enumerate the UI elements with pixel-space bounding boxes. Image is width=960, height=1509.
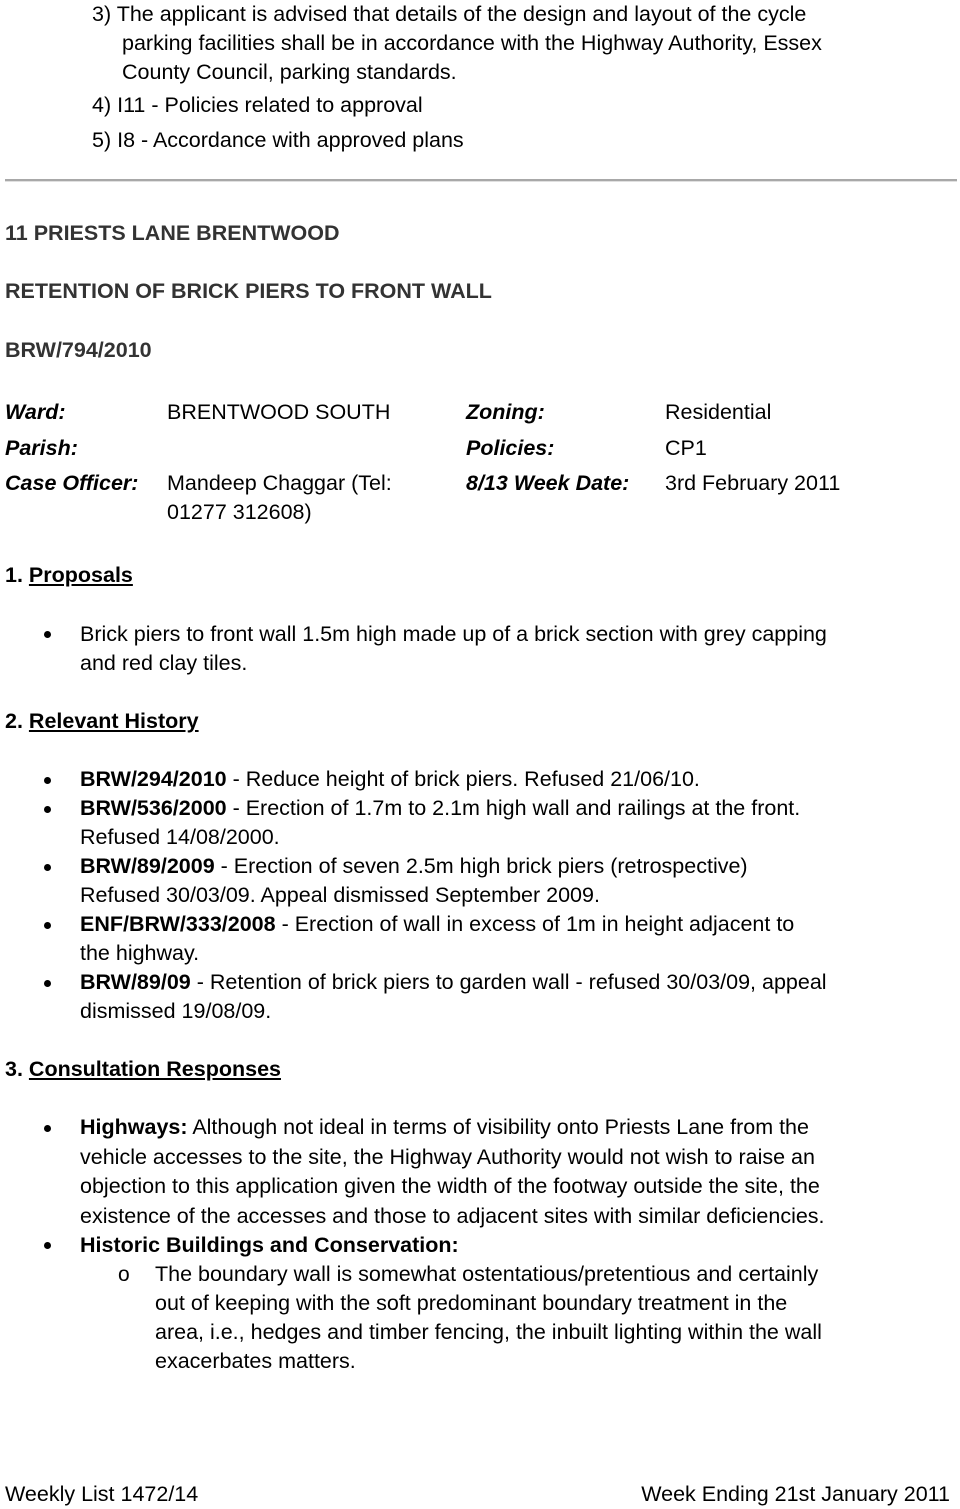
week-date-value: 3rd February 2011: [665, 471, 841, 495]
condition-5: 5) I8 - Accordance with approved plans: [92, 128, 464, 152]
history-item-ref: BRW/536/2000: [80, 796, 227, 820]
bullet-icon: [44, 1242, 51, 1249]
history-item: [80, 910, 794, 939]
highways-label: Highways:: [80, 1115, 188, 1139]
bullet-icon: [44, 922, 51, 929]
history-item-continued: the highway.: [80, 941, 200, 965]
history-item-text: - Erection of seven 2.5m high brick piers (retrospective): [214, 854, 748, 878]
history-item: [80, 794, 800, 823]
condition-3-line-3: County Council, parking standards.: [122, 60, 457, 84]
bullet-icon: [44, 1125, 51, 1132]
consultation-heading: [5, 1055, 281, 1084]
history-item-continued: dismissed 19/08/09.: [80, 999, 272, 1023]
bullet-icon: [44, 631, 51, 638]
consultation-number: 3.: [5, 1057, 23, 1081]
section-divider: [5, 179, 957, 182]
application-description: RETENTION OF BRICK PIERS TO FRONT WALL: [5, 279, 492, 303]
proposal-item-line-1: Brick piers to front wall 1.5m high made up of a brick section with grey capping: [80, 622, 827, 646]
highways-response-line-2: vehicle accesses to the site, the Highway Authority would not wish to raise an: [80, 1145, 815, 1169]
history-item-continued: Refused 30/03/09. Appeal dismissed September 2009.: [80, 883, 600, 907]
policies-label: Policies:: [466, 436, 555, 460]
policies-value: CP1: [665, 436, 707, 460]
bullet-icon: [44, 980, 51, 987]
sub-bullet-icon: o: [118, 1263, 130, 1286]
case-officer-label: Case Officer:: [5, 471, 139, 495]
historic-buildings-label: Historic Buildings and Conservation:: [80, 1233, 459, 1257]
parish-label: Parish:: [5, 436, 78, 460]
ward-label: Ward:: [5, 400, 66, 424]
footer-weekly-list: Weekly List 1472/14: [5, 1482, 199, 1506]
consultation-title: Consultation Responses: [28, 1057, 281, 1081]
history-number: 2.: [5, 709, 23, 733]
proposals-heading: [5, 561, 133, 590]
historic-response-line-2: out of keeping with the soft predominant boundary treatment in the: [155, 1291, 788, 1315]
week-date-label: 8/13 Week Date:: [466, 471, 630, 495]
highways-response-line-3: objection to this application given the width of the footway outside the site, the: [80, 1174, 820, 1198]
history-item-text: - Retention of brick piers to garden wall - refused 30/03/09, appeal: [190, 970, 827, 994]
historic-response-line-3: area, i.e., hedges and timber fencing, the inbuilt lighting within the wall: [155, 1320, 822, 1344]
history-item-text: - Erection of 1.7m to 2.1m high wall and railings at the front.: [226, 796, 801, 820]
proposals-title: Proposals: [28, 563, 133, 587]
history-item-text: - Erection of wall in excess of 1m in height adjacent to: [275, 912, 795, 936]
proposals-number: 1.: [5, 563, 23, 587]
zoning-label: Zoning:: [466, 400, 545, 424]
history-item-ref: BRW/294/2010: [80, 767, 227, 791]
application-address: 11 PRIESTS LANE BRENTWOOD: [5, 221, 340, 245]
history-heading: [5, 707, 199, 736]
condition-4: 4) I11 - Policies related to approval: [92, 93, 423, 117]
history-item-ref: BRW/89/2009: [80, 854, 215, 878]
history-item: [80, 968, 827, 997]
highways-response-line-1: [80, 1113, 809, 1142]
history-title: Relevant History: [28, 709, 199, 733]
case-officer-value: Mandeep Chaggar (Tel:: [167, 471, 392, 495]
historic-response-line-1: The boundary wall is somewhat ostentatious/pretentious and certainly: [155, 1262, 819, 1286]
history-item: [80, 852, 748, 881]
bullet-icon: [44, 864, 51, 871]
history-item: [80, 765, 700, 794]
history-item-ref: ENF/BRW/333/2008: [80, 912, 276, 936]
history-item-text: - Reduce height of brick piers. Refused 21/06/10.: [226, 767, 700, 791]
zoning-value: Residential: [665, 400, 772, 424]
historic-response-line-4: exacerbates matters.: [155, 1349, 356, 1373]
highways-text: Although not ideal in terms of visibility onto Priests Lane from the: [187, 1115, 809, 1139]
ward-value: BRENTWOOD SOUTH: [167, 400, 391, 424]
condition-3-line-2: parking facilities shall be in accordance with the Highway Authority, Essex: [122, 31, 822, 55]
bullet-icon: [44, 777, 51, 784]
application-reference: BRW/794/2010: [5, 338, 152, 362]
history-item-continued: Refused 14/08/2000.: [80, 825, 280, 849]
case-officer-phone: 01277 312608): [167, 500, 312, 524]
history-item-ref: BRW/89/09: [80, 970, 191, 994]
highways-response-line-4: existence of the accesses and those to adjacent sites with similar deficiencies.: [80, 1204, 825, 1228]
proposal-item-line-2: and red clay tiles.: [80, 651, 248, 675]
bullet-icon: [44, 806, 51, 813]
footer-week-ending: Week Ending 21st January 2011: [641, 1482, 950, 1506]
condition-3-line-1: 3) The applicant is advised that details of the design and layout of the cycle: [92, 2, 807, 26]
